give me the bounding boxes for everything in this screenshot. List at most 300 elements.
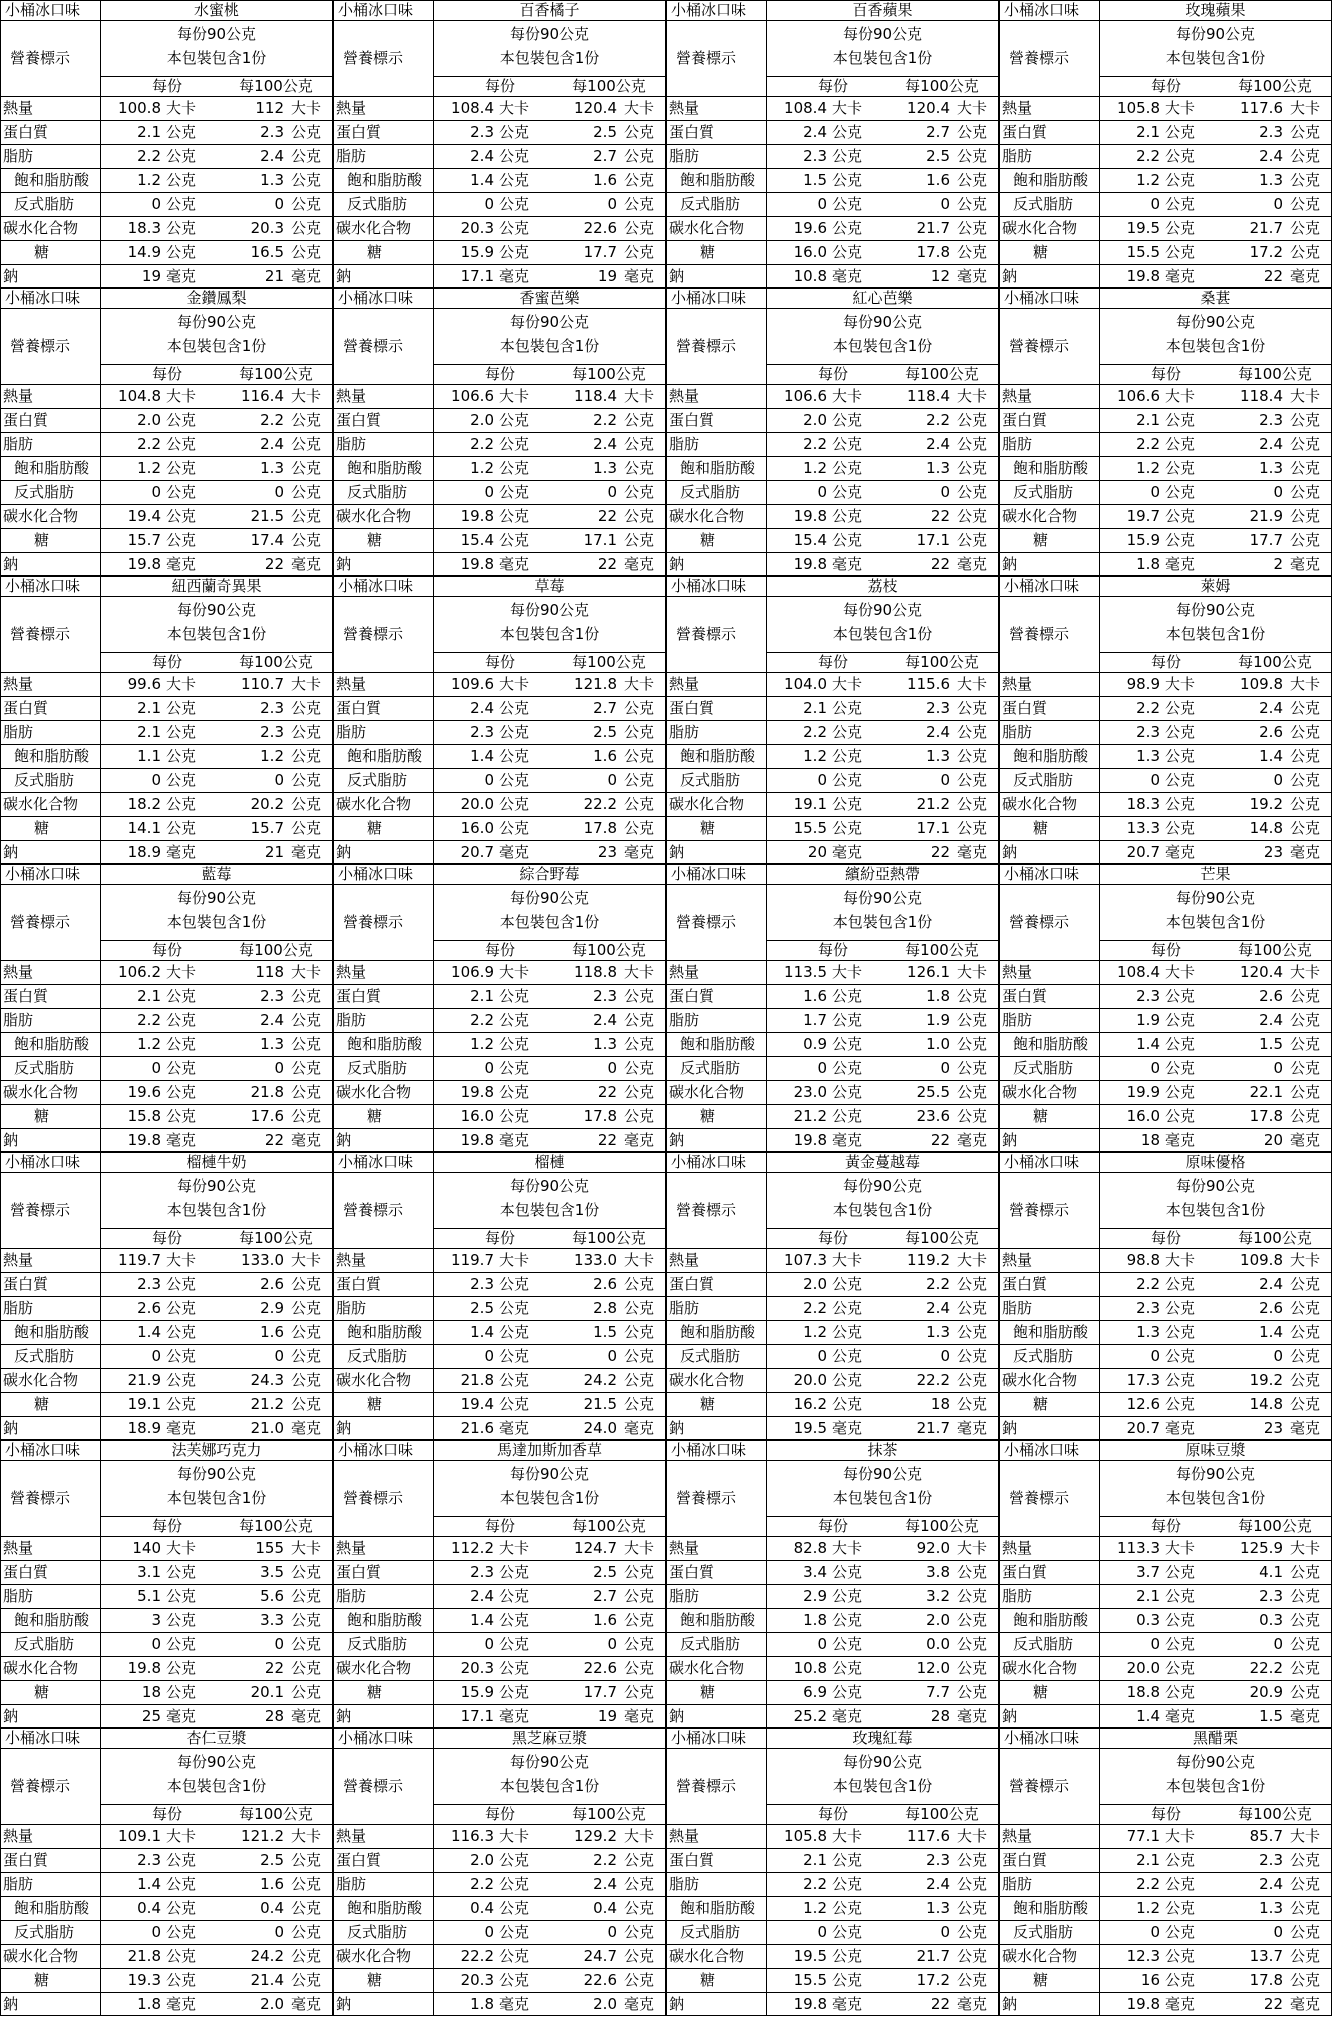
value-per-100g: 14.8 [1249,819,1283,837]
unit-per-100g: 公克 [1290,147,1321,165]
value-per-100g: 0 [607,1059,617,1077]
value-per-serving: 82.8 [793,1539,827,1557]
unit-per-100g: 公克 [624,1083,655,1101]
flavor-name: 百香蘋果 [852,1,913,19]
unit-per-100g: 公克 [624,723,655,741]
per-serving-header: 每份 [484,1229,515,1247]
per-100g-header: 每100公克 [239,653,313,671]
value-per-serving: 19.8 [460,507,494,525]
value-per-100g: 2.7 [593,147,617,165]
row-label-sodium: 鈉 [1002,1995,1018,2013]
value-per-serving: 2.5 [470,1299,494,1317]
unit-per-100g: 公克 [957,1635,988,1653]
nutrition-panel [0,0,333,288]
unit-per-100g: 公克 [624,1587,655,1605]
unit-per-100g: 公克 [624,1971,655,1989]
unit-per-100g: 公克 [957,1947,988,1965]
value-per-100g: 2.4 [260,435,284,453]
nutrition-label: 營養標示 [10,913,71,931]
value-per-serving: 0 [1150,195,1160,213]
brand-label: 小桶冰口味 [338,1729,414,1747]
value-per-100g: 0 [1273,771,1283,789]
value-per-serving: 2.3 [137,1851,161,1869]
unit-per-serving: 大卡 [166,1251,197,1269]
value-per-100g: 23 [597,843,617,861]
row-label-saturated-fat: 飽和脂肪酸 [14,747,90,765]
unit-per-serving: 大卡 [499,675,530,693]
unit-per-100g: 公克 [291,771,322,789]
serving-size: 每份90公克 [842,1465,923,1483]
row-label-carbohydrates: 碳水化合物 [669,1659,745,1677]
value-per-serving: 1.8 [470,1995,494,2013]
value-per-serving: 20.0 [1126,1659,1160,1677]
unit-per-100g: 公克 [624,1107,655,1125]
value-per-serving: 1.2 [137,171,161,189]
value-per-100g: 0.4 [260,1899,284,1917]
row-label-trans-fat: 反式脂肪 [1013,1347,1074,1365]
flavor-name: 黃金蔓越莓 [844,1153,920,1171]
value-per-serving: 2.2 [137,147,161,165]
unit-per-100g: 公克 [624,147,655,165]
servings-per-pack: 本包裝包含1份 [832,49,933,67]
row-label-fat: 脂肪 [3,147,34,165]
unit-per-100g: 毫克 [291,843,322,861]
value-per-100g: 2.7 [593,699,617,717]
unit-per-100g: 公克 [957,411,988,429]
unit-per-serving: 毫克 [499,1995,530,2013]
unit-per-serving: 公克 [499,531,530,549]
value-per-100g: 0 [274,1635,284,1653]
row-label-saturated-fat: 飽和脂肪酸 [680,747,756,765]
value-per-serving: 2.3 [1136,1299,1160,1317]
unit-per-100g: 公克 [957,1923,988,1941]
unit-per-serving: 大卡 [832,963,863,981]
per-serving-header: 每份 [1150,365,1181,383]
value-per-serving: 105.8 [1117,99,1160,117]
unit-per-serving: 公克 [832,171,863,189]
row-label-protein: 蛋白質 [669,123,715,141]
row-label-trans-fat: 反式脂肪 [1013,195,1074,213]
nutrition-panel [666,864,999,1152]
per-100g-header: 每100公克 [1238,1229,1312,1247]
unit-per-100g: 公克 [1290,1371,1321,1389]
value-per-serving: 2.4 [470,147,494,165]
brand-label: 小桶冰口味 [5,1,81,19]
row-label-calories: 熱量 [336,1539,367,1557]
value-per-serving: 2.1 [1136,411,1160,429]
unit-per-100g: 公克 [957,1035,988,1053]
value-per-100g: 1.8 [926,987,950,1005]
value-per-100g: 21.5 [250,507,284,525]
value-per-100g: 28 [264,1707,284,1725]
value-per-100g: 2.6 [260,1275,284,1293]
value-per-100g: 110.7 [241,675,284,693]
value-per-serving: 109.6 [451,675,494,693]
per-serving-header: 每份 [484,1517,515,1535]
unit-per-100g: 公克 [624,459,655,477]
row-label-fat: 脂肪 [336,1587,367,1605]
unit-per-serving: 公克 [832,123,863,141]
value-per-serving: 2.2 [803,435,827,453]
row-label-protein: 蛋白質 [3,987,49,1005]
value-per-serving: 18.3 [1126,795,1160,813]
nutrition-label: 營養標示 [1009,625,1070,643]
unit-per-100g: 公克 [291,1275,322,1293]
nutrition-label: 營養標示 [1009,337,1070,355]
unit-per-100g: 公克 [1290,819,1321,837]
row-label-protein: 蛋白質 [669,411,715,429]
unit-per-serving: 毫克 [1165,555,1196,573]
row-label-trans-fat: 反式脂肪 [347,195,408,213]
row-label-carbohydrates: 碳水化合物 [336,1659,412,1677]
nutrition-label: 營養標示 [10,49,71,67]
row-label-sugar: 糖 [1033,1683,1049,1701]
value-per-serving: 1.4 [137,1875,161,1893]
value-per-serving: 2.2 [1136,435,1160,453]
value-per-serving: 106.2 [118,963,161,981]
value-per-100g: 21.8 [250,1083,284,1101]
value-per-100g: 1.6 [260,1875,284,1893]
unit-per-100g: 公克 [291,483,322,501]
row-label-protein: 蛋白質 [336,411,382,429]
per-100g-header: 每100公克 [1238,77,1312,95]
value-per-serving: 1.2 [470,1035,494,1053]
value-per-100g: 118.4 [574,387,617,405]
value-per-100g: 125.9 [1240,1539,1283,1557]
value-per-serving: 22.2 [460,1947,494,1965]
serving-size: 每份90公克 [1175,601,1256,619]
unit-per-100g: 公克 [1290,435,1321,453]
value-per-serving: 18.8 [1126,1683,1160,1701]
value-per-serving: 17.3 [1126,1371,1160,1389]
unit-per-serving: 大卡 [832,387,863,405]
unit-per-serving: 公克 [166,699,197,717]
unit-per-serving: 公克 [499,1371,530,1389]
unit-per-serving: 公克 [832,1923,863,1941]
per-100g-header: 每100公克 [572,653,646,671]
unit-per-serving: 公克 [1165,1323,1196,1341]
unit-per-100g: 公克 [957,1659,988,1677]
row-label-saturated-fat: 飽和脂肪酸 [680,1899,756,1917]
row-label-calories: 熱量 [336,1251,367,1269]
unit-per-serving: 大卡 [1165,1827,1196,1845]
flavor-name: 紐西蘭奇異果 [171,577,262,595]
row-label-saturated-fat: 飽和脂肪酸 [347,171,423,189]
row-label-calories: 熱量 [669,99,700,117]
unit-per-serving: 公克 [832,1371,863,1389]
value-per-100g: 0 [274,483,284,501]
value-per-100g: 120.4 [907,99,950,117]
value-per-serving: 19.7 [1126,507,1160,525]
value-per-100g: 2.5 [593,1563,617,1581]
serving-size: 每份90公克 [1175,889,1256,907]
value-per-100g: 22.6 [583,1659,617,1677]
unit-per-100g: 公克 [957,1371,988,1389]
row-label-trans-fat: 反式脂肪 [1013,771,1074,789]
row-label-sugar: 糖 [34,243,50,261]
row-label-fat: 脂肪 [1002,1875,1033,1893]
row-label-calories: 熱量 [336,387,367,405]
unit-per-serving: 毫克 [499,1419,530,1437]
unit-per-100g: 公克 [624,1035,655,1053]
unit-per-100g: 毫克 [624,555,655,573]
nutrition-label: 營養標示 [343,1489,404,1507]
unit-per-100g: 公克 [1290,1275,1321,1293]
row-label-fat: 脂肪 [3,1587,34,1605]
unit-per-serving: 公克 [499,1923,530,1941]
unit-per-serving: 公克 [832,147,863,165]
unit-per-100g: 公克 [291,747,322,765]
value-per-100g: 24.0 [583,1419,617,1437]
value-per-serving: 0 [1150,1059,1160,1077]
serving-size: 每份90公克 [509,313,590,331]
nutrition-label: 營養標示 [676,1777,737,1795]
value-per-100g: 18 [930,1395,950,1413]
value-per-serving: 19.8 [793,555,827,573]
row-label-protein: 蛋白質 [669,1563,715,1581]
value-per-serving: 1.2 [137,1035,161,1053]
value-per-100g: 1.5 [593,1323,617,1341]
row-label-protein: 蛋白質 [1002,1275,1048,1293]
row-label-protein: 蛋白質 [336,699,382,717]
servings-per-pack: 本包裝包含1份 [499,913,600,931]
flavor-name: 百香橘子 [519,1,580,19]
unit-per-serving: 公克 [166,1347,197,1365]
row-label-fat: 脂肪 [336,1299,367,1317]
unit-per-serving: 公克 [832,1347,863,1365]
per-serving-header: 每份 [151,653,182,671]
unit-per-100g: 公克 [291,171,322,189]
value-per-100g: 1.4 [1259,1323,1283,1341]
value-per-100g: 2.5 [260,1851,284,1869]
value-per-100g: 12 [930,267,950,285]
unit-per-100g: 公克 [1290,507,1321,525]
serving-size: 每份90公克 [1175,1465,1256,1483]
per-serving-header: 每份 [817,941,848,959]
nutrition-panel [666,1728,999,2016]
value-per-100g: 16.5 [250,243,284,261]
value-per-serving: 1.2 [803,1323,827,1341]
value-per-100g: 23 [1263,1419,1283,1437]
row-label-sugar: 糖 [367,1683,383,1701]
row-label-trans-fat: 反式脂肪 [1013,1923,1074,1941]
unit-per-serving: 毫克 [166,555,197,573]
per-100g-header: 每100公克 [239,1805,313,1823]
value-per-100g: 21.9 [1249,507,1283,525]
value-per-100g: 24.7 [583,1947,617,1965]
unit-per-100g: 公克 [624,171,655,189]
row-label-protein: 蛋白質 [669,1275,715,1293]
value-per-100g: 13.7 [1249,1947,1283,1965]
value-per-serving: 19.4 [460,1395,494,1413]
unit-per-100g: 公克 [957,243,988,261]
value-per-serving: 1.4 [137,1323,161,1341]
row-label-sugar: 糖 [34,531,50,549]
row-label-saturated-fat: 飽和脂肪酸 [680,171,756,189]
unit-per-100g: 公克 [1290,1035,1321,1053]
unit-per-100g: 大卡 [624,1251,655,1269]
brand-label: 小桶冰口味 [338,1,414,19]
unit-per-serving: 公克 [499,1035,530,1053]
row-label-sodium: 鈉 [669,843,685,861]
row-label-calories: 熱量 [3,675,34,693]
value-per-serving: 2.0 [803,411,827,429]
brand-label: 小桶冰口味 [671,1153,747,1171]
nutrition-panel [999,288,1332,576]
flavor-name: 草莓 [534,577,565,595]
value-per-serving: 2.1 [1136,123,1160,141]
value-per-serving: 20.0 [460,795,494,813]
unit-per-serving: 公克 [166,123,197,141]
row-label-sodium: 鈉 [669,1419,685,1437]
unit-per-serving: 公克 [832,219,863,237]
value-per-100g: 2.4 [1259,435,1283,453]
value-per-serving: 18.9 [127,843,161,861]
unit-per-100g: 毫克 [624,1995,655,2013]
unit-per-100g: 公克 [957,795,988,813]
unit-per-serving: 公克 [832,1011,863,1029]
unit-per-100g: 公克 [957,1059,988,1077]
value-per-serving: 19.8 [460,555,494,573]
row-label-carbohydrates: 碳水化合物 [669,795,745,813]
value-per-100g: 2.2 [593,1851,617,1869]
row-label-calories: 熱量 [1002,99,1033,117]
unit-per-serving: 公克 [832,1659,863,1677]
unit-per-serving: 公克 [832,771,863,789]
value-per-100g: 2.2 [593,411,617,429]
flavor-name: 原味豆漿 [1185,1441,1246,1459]
value-per-serving: 15.9 [1126,531,1160,549]
unit-per-100g: 公克 [957,219,988,237]
value-per-100g: 7.7 [926,1683,950,1701]
value-per-serving: 2.3 [470,123,494,141]
per-100g-header: 每100公克 [905,365,979,383]
nutrition-panel [0,576,333,864]
value-per-100g: 1.3 [926,459,950,477]
row-label-sugar: 糖 [34,819,50,837]
flavor-name: 杏仁豆漿 [186,1729,247,1747]
unit-per-100g: 大卡 [291,1251,322,1269]
value-per-100g: 17.6 [250,1107,284,1125]
row-label-carbohydrates: 碳水化合物 [1002,1083,1078,1101]
unit-per-serving: 公克 [832,507,863,525]
unit-per-serving: 公克 [1165,1611,1196,1629]
flavor-name: 玫瑰紅莓 [852,1729,913,1747]
row-label-carbohydrates: 碳水化合物 [669,1947,745,1965]
value-per-100g: 0 [1273,483,1283,501]
row-label-protein: 蛋白質 [3,411,49,429]
unit-per-100g: 公克 [291,147,322,165]
per-serving-header: 每份 [817,1517,848,1535]
unit-per-100g: 毫克 [624,267,655,285]
value-per-100g: 118.8 [574,963,617,981]
row-label-protein: 蛋白質 [1002,123,1048,141]
unit-per-serving: 公克 [499,1011,530,1029]
value-per-100g: 116.4 [241,387,284,405]
value-per-100g: 21.7 [916,219,950,237]
row-label-carbohydrates: 碳水化合物 [1002,1659,1078,1677]
value-per-100g: 14.8 [1249,1395,1283,1413]
value-per-100g: 2.4 [260,1011,284,1029]
row-label-sodium: 鈉 [3,1707,19,1725]
value-per-serving: 2.0 [470,1851,494,1869]
row-label-saturated-fat: 飽和脂肪酸 [1013,1899,1089,1917]
value-per-100g: 118.4 [907,387,950,405]
unit-per-100g: 大卡 [1290,963,1321,981]
value-per-100g: 119.2 [907,1251,950,1269]
unit-per-serving: 公克 [1165,171,1196,189]
brand-label: 小桶冰口味 [671,577,747,595]
row-label-protein: 蛋白質 [1002,699,1048,717]
value-per-100g: 21.0 [250,1419,284,1437]
row-label-calories: 熱量 [1002,963,1033,981]
per-100g-header: 每100公克 [572,1517,646,1535]
row-label-saturated-fat: 飽和脂肪酸 [680,1611,756,1629]
per-100g-header: 每100公克 [905,941,979,959]
value-per-serving: 15.5 [793,1971,827,1989]
unit-per-100g: 公克 [957,819,988,837]
row-label-sodium: 鈉 [669,267,685,285]
row-label-saturated-fat: 飽和脂肪酸 [347,1323,423,1341]
value-per-serving: 2.2 [137,1011,161,1029]
unit-per-100g: 毫克 [1290,1131,1321,1149]
value-per-100g: 1.6 [593,747,617,765]
value-per-serving: 108.4 [451,99,494,117]
value-per-serving: 1.8 [803,1611,827,1629]
unit-per-100g: 公克 [957,435,988,453]
brand-label: 小桶冰口味 [338,1153,414,1171]
unit-per-serving: 毫克 [166,267,197,285]
value-per-100g: 1.6 [260,1323,284,1341]
unit-per-100g: 公克 [624,1299,655,1317]
value-per-100g: 22.2 [916,1371,950,1389]
row-label-sodium: 鈉 [669,1707,685,1725]
unit-per-serving: 公克 [1165,243,1196,261]
row-label-protein: 蛋白質 [3,123,49,141]
value-per-100g: 0 [274,1347,284,1365]
value-per-100g: 1.3 [260,171,284,189]
value-per-100g: 1.2 [260,747,284,765]
value-per-serving: 10.8 [793,267,827,285]
flavor-name: 荔枝 [867,577,898,595]
row-label-saturated-fat: 飽和脂肪酸 [347,1611,423,1629]
unit-per-serving: 毫克 [832,1419,863,1437]
value-per-100g: 0 [607,771,617,789]
row-label-fat: 脂肪 [336,723,367,741]
row-label-saturated-fat: 飽和脂肪酸 [680,1323,756,1341]
unit-per-100g: 公克 [1290,1899,1321,1917]
value-per-100g: 2.3 [926,699,950,717]
unit-per-100g: 公克 [957,699,988,717]
value-per-serving: 1.3 [1136,1323,1160,1341]
per-100g-header: 每100公克 [572,77,646,95]
row-label-fat: 脂肪 [669,435,700,453]
unit-per-100g: 公克 [957,771,988,789]
unit-per-100g: 毫克 [1290,1419,1321,1437]
row-label-sodium: 鈉 [1002,267,1018,285]
row-label-carbohydrates: 碳水化合物 [3,219,79,237]
value-per-serving: 15.9 [460,1683,494,1701]
serving-size: 每份90公克 [842,25,923,43]
value-per-serving: 1.2 [470,459,494,477]
value-per-serving: 2.2 [470,1011,494,1029]
unit-per-100g: 公克 [291,699,322,717]
value-per-100g: 0 [1273,195,1283,213]
unit-per-100g: 公克 [624,795,655,813]
per-100g-header: 每100公克 [239,1229,313,1247]
value-per-100g: 126.1 [907,963,950,981]
value-per-100g: 0 [274,195,284,213]
